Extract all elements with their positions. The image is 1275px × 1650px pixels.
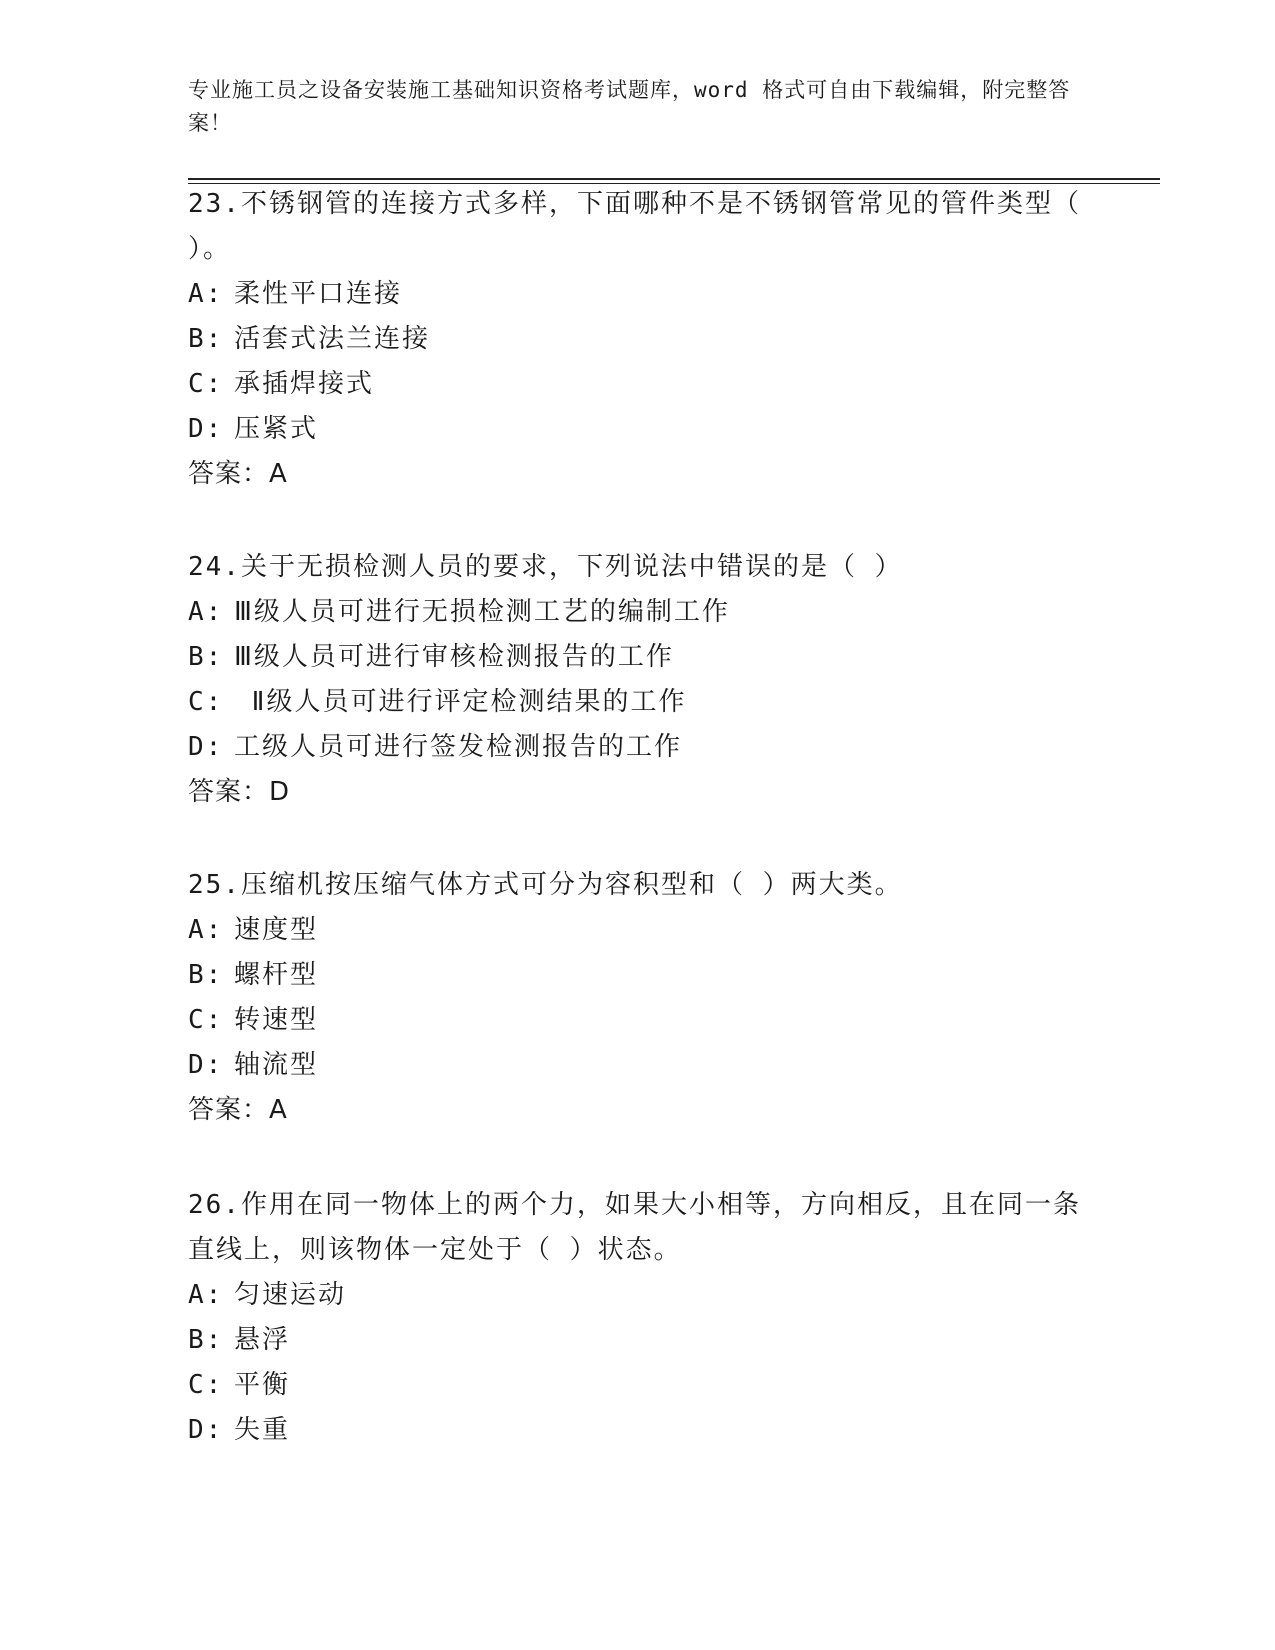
option-d [188,725,1088,770]
option-key: B: [188,1325,224,1355]
option-text: Ⅲ级人员可进行审核检测报告的工作 [234,642,674,672]
option-text: 平衡 [234,1370,291,1400]
option-key: B: [188,324,224,354]
answer-line: 答案：A [188,1095,288,1125]
option-key: C: [188,369,224,399]
answer-line: 答案：D [188,777,291,807]
option-key: A: [188,1280,224,1310]
document-header: 专业施工员之设备安装施工基础知识资格考试题库，word 格式可自由下载编辑，附完整答案！ [188,78,1071,135]
option-key: C: [188,1370,224,1400]
question-stem: 23.不锈钢管的连接方式多样，下面哪种不是不锈钢管常见的管件类型（ ）。 [188,189,1081,264]
option-text: Ⅲ级人员可进行无损检测工艺的编制工作 [234,597,730,627]
option-text: 柔性平口连接 [234,279,403,309]
option-a [188,1273,1088,1318]
header-divider-thick [188,178,1160,180]
option-key: A: [188,597,224,627]
option-c [188,998,1088,1043]
option-a [188,272,1088,317]
option-text: 轴流型 [234,1050,319,1080]
option-b [188,317,1088,362]
question-23 [188,182,1088,497]
option-key: C: [188,1005,224,1035]
option-c [188,362,1088,407]
question-stem: 24.关于无损检测人员的要求，下列说法中错误的是（ ） [188,552,903,582]
option-b [188,635,1088,680]
answer-line: 答案：A [188,459,288,489]
option-text: 速度型 [234,915,319,945]
option-key: D: [188,1050,224,1080]
option-text: 压紧式 [234,414,319,444]
question-stem: 25.压缩机按压缩气体方式可分为容积型和（ ）两大类。 [188,870,903,900]
option-text: 活套式法兰连接 [234,324,431,354]
option-text: 螺杆型 [234,960,319,990]
option-text: 转速型 [234,1005,319,1035]
option-a [188,590,1088,635]
option-key: C: [188,687,224,717]
option-text: 承插焊接式 [234,369,375,399]
option-key: B: [188,960,224,990]
option-key: D: [188,1415,224,1445]
question-26 [188,1183,1088,1453]
option-d [188,1043,1088,1088]
option-text: 失重 [234,1415,291,1445]
option-d [188,407,1088,452]
option-c [188,1363,1088,1408]
question-stem: 26.作用在同一物体上的两个力，如果大小相等，方向相反，且在同一条直线上，则该物体一定处于（ ）状态。 [188,1190,1081,1265]
option-a [188,908,1088,953]
option-text: 工级人员可进行签发检测报告的工作 [234,732,683,762]
option-key: B: [188,642,224,672]
option-d [188,1408,1088,1453]
option-text: 悬浮 [234,1325,291,1355]
option-text: 匀速运动 [234,1280,347,1310]
option-key: D: [188,414,224,444]
question-25 [188,863,1088,1133]
option-text: Ⅱ级人员可进行评定检测结果的工作 [234,687,687,717]
option-b [188,953,1088,998]
option-b [188,1318,1088,1363]
option-c [188,680,1088,725]
option-key: D: [188,732,224,762]
question-24 [188,545,1088,815]
option-key: A: [188,279,224,309]
option-key: A: [188,915,224,945]
